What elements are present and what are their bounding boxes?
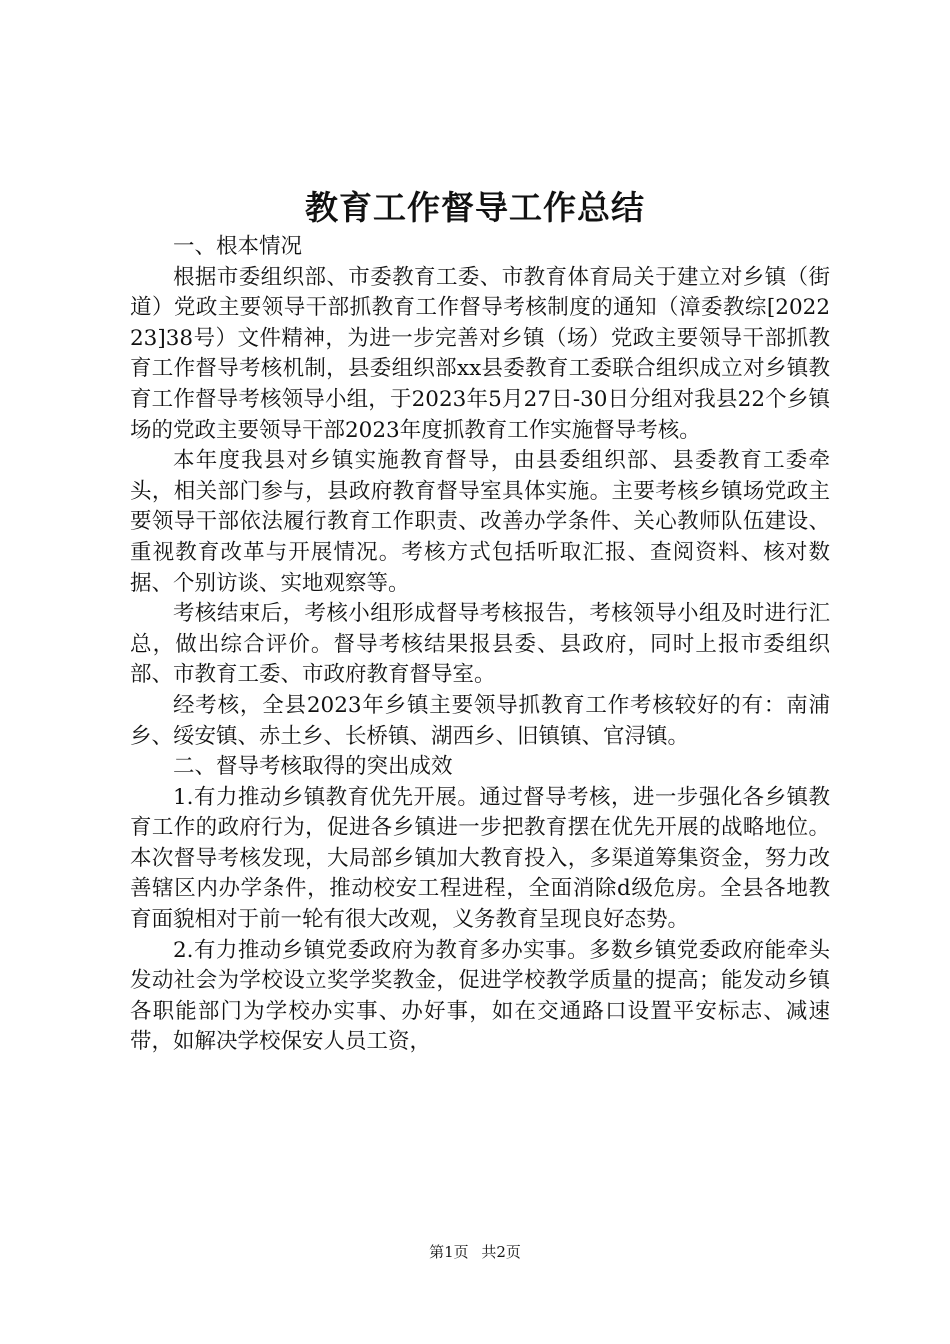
document-body (130, 232, 830, 1058)
body-paragraph: 经考核，全县2023年乡镇主要领导抓教育工作考核较好的有：南浦乡、绥安镇、赤土乡、长桥镇、湖西乡、旧镇镇、官浔镇。 (130, 692, 830, 749)
page-footer (0, 1242, 950, 1262)
body-paragraph: 考核结束后，考核小组形成督导考核报告，考核领导小组及时进行汇总，做出综合评价。督导考核结果报县委、县政府，同时上报市委组织部、市教育工委、市政府教育督导室。 (130, 601, 830, 688)
page-number-current: 第1页 (429, 1243, 469, 1261)
body-paragraph: 1.有力推动乡镇教育优先开展。通过督导考核，进一步强化各乡镇教育工作的政府行为，促进各乡镇进一步把教育摆在优先开展的战略地位。本次督导考核发现，大局部乡镇加大教育投入，多渠道筹集资金，努力改善辖区内办学条件，推动校安工程进程，全面消除d级危房。全县各地教育面貌相对于前一轮有很大改观，义务教育呈现良好态势。 (130, 784, 830, 933)
section-heading: 二、督导考核取得的突出成效 (173, 754, 453, 780)
body-paragraph: 2.有力推动乡镇党委政府为教育多办实事。多数乡镇党委政府能牵头发动社会为学校设立奖学奖教金，促进学校教学质量的提高；能发动乡镇各职能部门为学校办实事、办好事，如在交通路口设置平安标志、减速带，如解决学校保安人员工资， (130, 937, 830, 1055)
body-paragraph: 本年度我县对乡镇实施教育督导，由县委组织部、县委教育工委牵头，相关部门参与，县政府教育督导室具体实施。主要考核乡镇场党政主要领导干部依法履行教育工作职责、改善办学条件、关心教师队伍建设、重视教育改革与开展情况。考核方式包括听取汇报、查阅资料、核对数据、个别访谈、实地观察等。 (130, 448, 830, 596)
section-heading: 一、根本情况 (173, 234, 303, 259)
page-number-total: 共2页 (481, 1243, 521, 1261)
body-paragraph: 根据市委组织部、市委教育工委、市教育体育局关于建立对乡镇（街道）党政主要领导干部抓教育工作督导考核制度的通知（漳委教综[202223]38号）文件精神，为进一步完善对乡镇（场）党政主要领导干部抓教育工作督导考核机制，县委组织部xx县委教育工委联合组织成立对乡镇教育工作督导考核领导小组，于2023年5月27日-30日分组对我县22个乡镇场的党政主要领导干部2023年度抓教育工作实施督导考核。 (130, 264, 830, 443)
document-title: 教育工作督导工作总结 (305, 188, 645, 227)
